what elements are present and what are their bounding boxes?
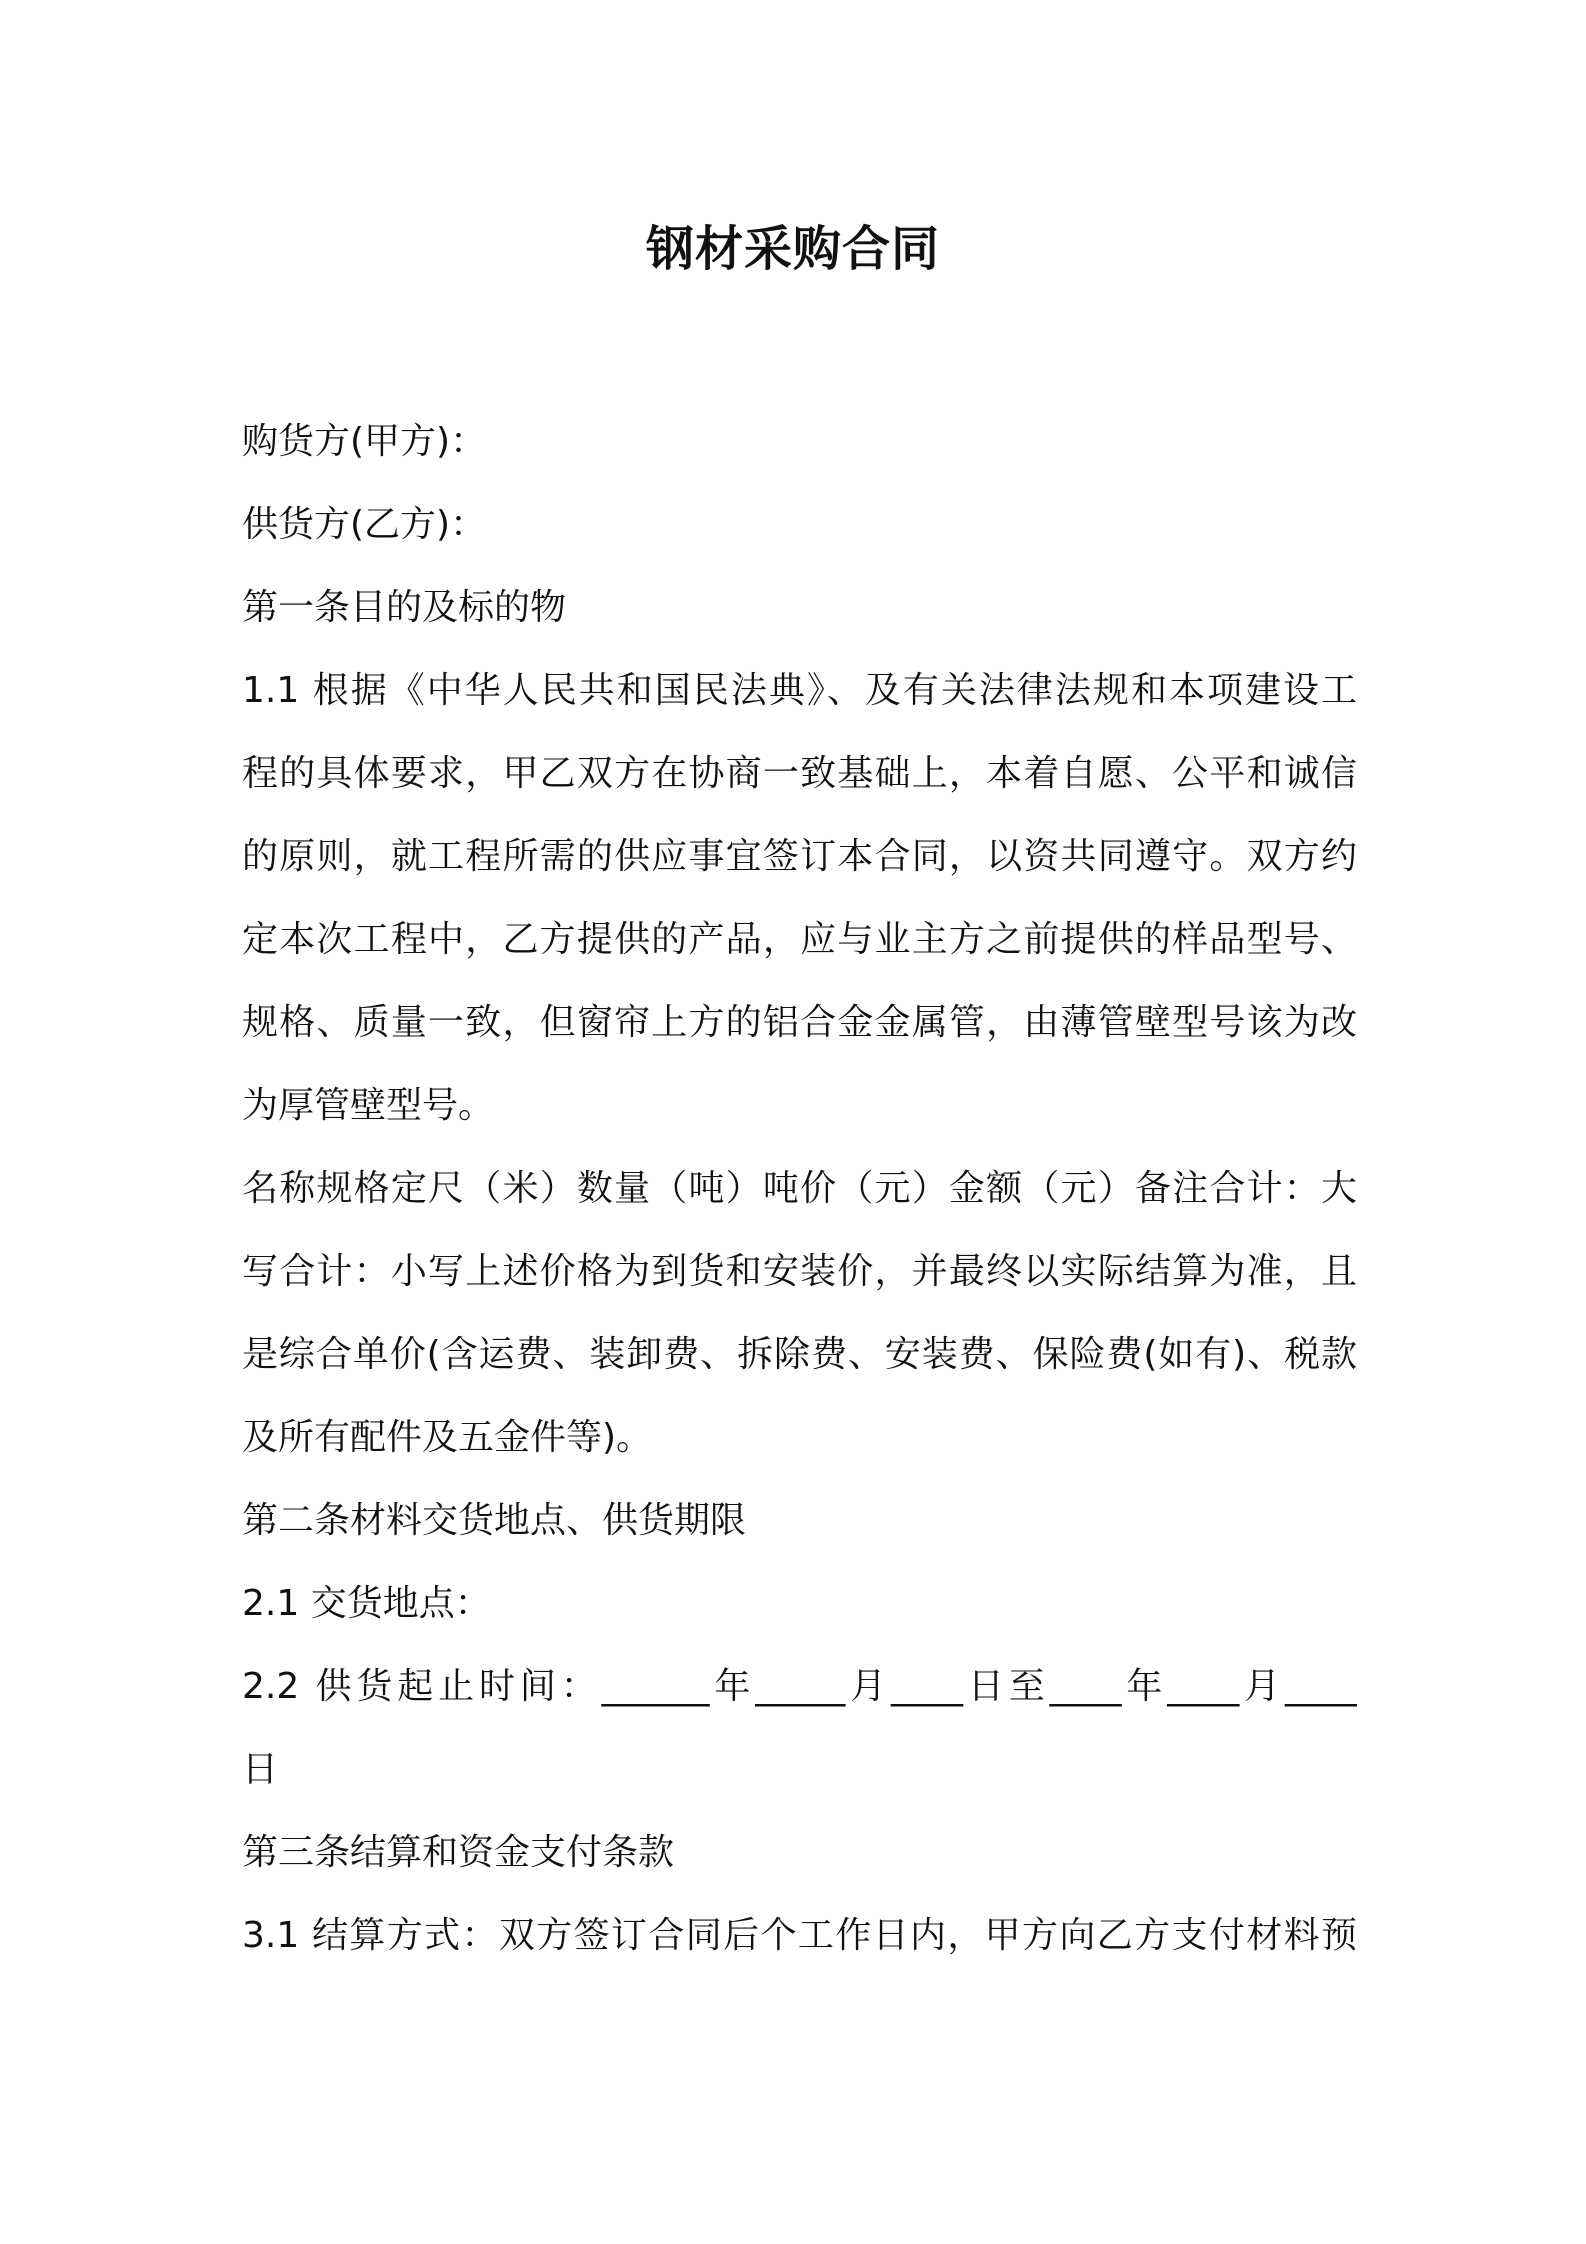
settlement-method-line: 3.1 结算方式：双方签订合同后个工作日内，甲方向乙方支付材料预 <box>242 1915 1357 1956</box>
paragraph-line: 的原则，就工程所需的供应事宜签订本合同，以资共同遵守。双方约 <box>242 836 1357 877</box>
paragraph-line: 1.1 根据《中华人民共和国民法典》、及有关法律法规和本项建设工 <box>242 670 1357 711</box>
document-body <box>242 400 1357 1977</box>
paragraph-line: 及所有配件及五金件等)。 <box>242 1417 653 1458</box>
paragraph-line: 写合计：小写上述价格为到货和安装价，并最终以实际结算为准，且 <box>242 1251 1357 1292</box>
buyer-line: 购货方(甲方)： <box>242 421 487 462</box>
supply-period-line: 2.2 供货起止时间：______年_____月____日至____年____月____ <box>242 1666 1357 1707</box>
supply-period-line-end: 日 <box>242 1749 279 1790</box>
supplier-line: 供货方(乙方)： <box>242 504 487 545</box>
paragraph-line: 规格、质量一致，但窗帘上方的铝合金金属管，由薄管壁型号该为改 <box>242 1002 1357 1043</box>
paragraph-line: 名称规格定尺（米）数量（吨）吨价（元）金额（元）备注合计：大 <box>242 1168 1357 1209</box>
delivery-location-line: 2.1 交货地点： <box>242 1583 491 1624</box>
article-2-heading: 第二条材料交货地点、供货期限 <box>242 1500 747 1541</box>
article-3-heading: 第三条结算和资金支付条款 <box>242 1832 675 1873</box>
paragraph-line: 定本次工程中，乙方提供的产品，应与业主方之前提供的样品型号、 <box>242 919 1357 960</box>
article-1-heading: 第一条目的及标的物 <box>242 587 567 628</box>
document-title: 钢材采购合同 <box>645 221 940 277</box>
paragraph-line: 为厚管壁型号。 <box>242 1085 495 1126</box>
paragraph-line: 程的具体要求，甲乙双方在协商一致基础上，本着自愿、公平和诚信 <box>242 753 1357 794</box>
paragraph-line: 是综合单价(含运费、装卸费、拆除费、安装费、保险费(如有)、税款 <box>242 1334 1357 1375</box>
